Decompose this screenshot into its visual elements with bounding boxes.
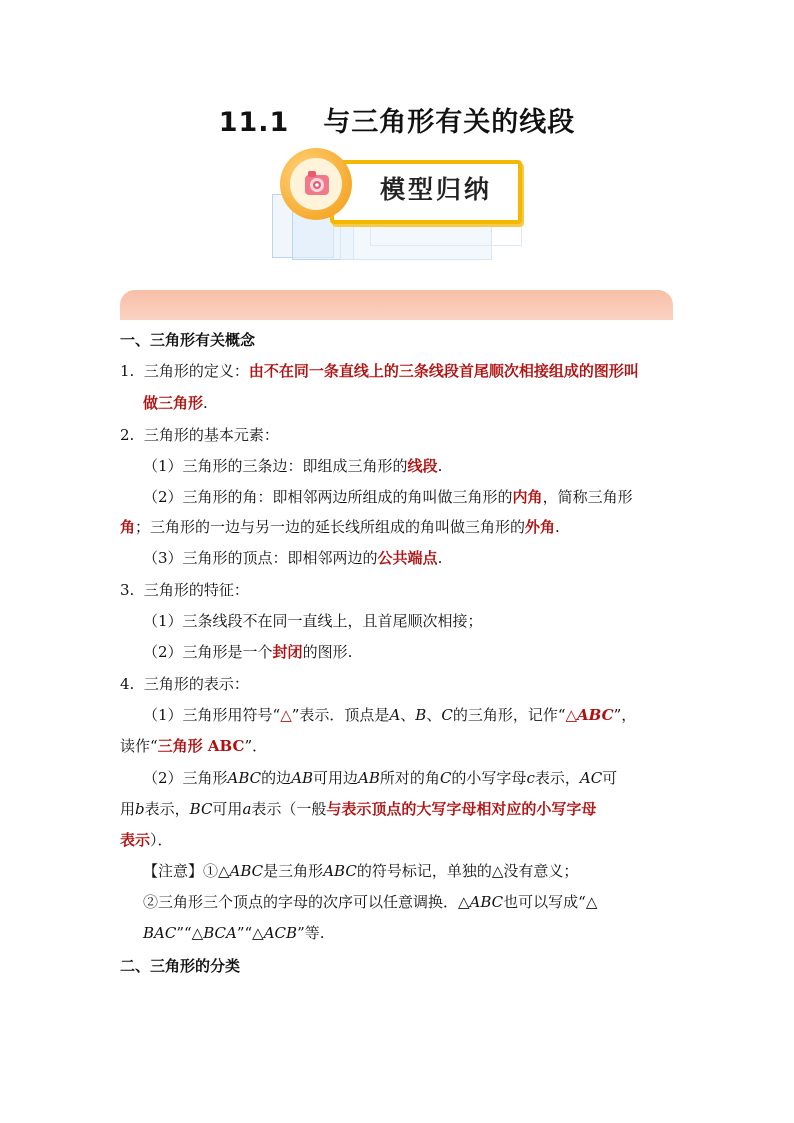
list-subitem: （2）三角形是一个封闭的图形. bbox=[143, 643, 353, 661]
list-subitem-cont: 表示）． bbox=[120, 831, 173, 849]
list-subitem: （1）三条线段不在同一直线上，且首尾顺次相接； bbox=[143, 612, 483, 630]
definition-line: 1. 三角形的定义：由不在同一条直线上的三条线段首尾顺次相接组成的图形叫 bbox=[120, 362, 639, 380]
list-item: 4. 三角形的表示： bbox=[120, 675, 249, 693]
note: 【注意】①△ABC是三角形ABC的符号标记，单独的△没有意义； bbox=[143, 862, 579, 880]
definition-line-cont: 做三角形. bbox=[143, 394, 208, 412]
section-heading: 二、三角形的分类 bbox=[120, 957, 241, 975]
list-subitem: （1）三角形用符号“△”表示．顶点是A、B、C的三角形，记作“△ABC”， bbox=[143, 706, 637, 724]
list-subitem-cont: 用b表示，BC可用a表示（一般与表示顶点的大写字母相对应的小写字母 bbox=[120, 800, 597, 818]
list-subitem: （2）三角形的角：即相邻两边所组成的角叫做三角形的内角，简称三角形 bbox=[143, 488, 633, 506]
list-subitem: （3）三角形的顶点：即相邻两边的公共端点. bbox=[143, 549, 443, 567]
camera-icon bbox=[299, 166, 335, 202]
list-item: 2. 三角形的基本元素： bbox=[120, 426, 279, 444]
list-item: 3. 三角形的特征： bbox=[120, 581, 249, 599]
list-subitem: （1）三角形的三条边：即组成三角形的线段. bbox=[143, 457, 443, 475]
banner-label: 模型归纳 bbox=[380, 175, 493, 204]
header-strip bbox=[120, 290, 673, 320]
section-heading: 一、三角形有关概念 bbox=[120, 331, 256, 349]
page-title: 11.1 与三角形有关的线段 bbox=[218, 107, 576, 138]
list-subitem-cont: 读作“三角形 ABC”． bbox=[120, 737, 268, 755]
list-subitem-cont: 角；三角形的一边与另一边的延长线所组成的角叫做三角形的外角. bbox=[120, 518, 560, 536]
section-banner bbox=[270, 148, 530, 264]
note: ②三角形三个顶点的字母的次序可以任意调换．△ABC也可以写成“△ bbox=[143, 893, 598, 911]
note: BAC”“△BCA”“△ACB”等. bbox=[143, 924, 325, 942]
list-subitem: （2）三角形ABC的边AB可用边AB所对的角C的小写字母c表示，AC可 bbox=[143, 769, 618, 787]
